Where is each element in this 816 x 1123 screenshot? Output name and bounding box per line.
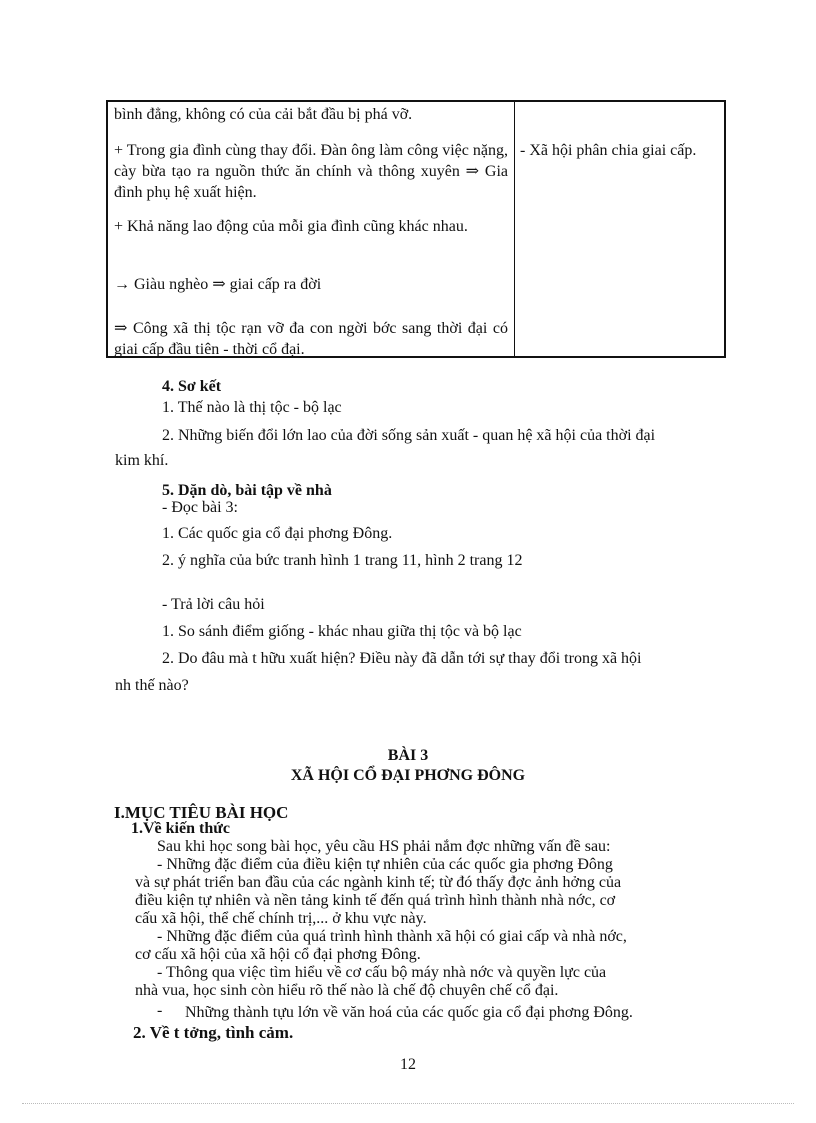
- objectives-knowledge-heading: 1.Về kiến thức: [131, 820, 230, 837]
- objectives-intro: Sau khi học song bài học, yêu cầu HS phải nắm đợc những vấn đề sau:: [157, 838, 611, 855]
- homework-read-1: 1. Các quốc gia cổ đại phơng Đông.: [162, 525, 393, 542]
- summary-item-2b: kim khí.: [115, 452, 169, 469]
- objectives-bullet-3a: - Thông qua việc tìm hiểu về cơ cấu bộ máy nhà nớc và quyền lực của: [157, 964, 607, 981]
- homework-heading: 5. Dặn dò, bài tập về nhà: [162, 482, 332, 499]
- footer-dotted-line: [22, 1103, 794, 1104]
- objectives-bullet-1b: và sự phát triển ban đầu của các ngành kinh tế; từ đó thấy đợc ảnh hởng của: [135, 874, 622, 891]
- homework-question-1: 1. So sánh điểm giống - khác nhau giữa thị tộc và bộ lạc: [162, 623, 522, 640]
- table-right-cell: - Xã hội phân chia giai cấp.: [520, 142, 697, 159]
- objectives-bullet-1a: - Những đặc điểm của điều kiện tự nhiên của các quốc gia phơng Đông: [157, 856, 613, 873]
- objectives-bullet-2b: cơ cấu xã hội của xã hội cổ đại phơng Đông.: [135, 946, 421, 963]
- homework-question-2a: 2. Do đâu mà t hữu xuất hiện? Điều này đã dẫn tới sự thay đổi trong xã hội: [162, 650, 642, 667]
- homework-question-2b: nh thế nào?: [115, 677, 189, 694]
- objectives-heading: I.MỤC TIÊU BÀI HỌC: [114, 803, 289, 822]
- summary-item-2a: 2. Những biến đổi lớn lao của đời sống sản xuất - quan hệ xã hội của thời đại: [162, 427, 656, 444]
- lesson-title: XÃ HỘI CỔ ĐẠI PHƠNG ĐÔNG: [290, 767, 526, 784]
- homework-read: - Đọc bài 3:: [162, 499, 238, 516]
- table-line-1: bình đẳng, không có của cải bắt đầu bị phá vỡ.: [114, 106, 413, 123]
- homework-read-2: 2. ý nghĩa của bức tranh hình 1 trang 11, hình 2 trang 12: [162, 552, 523, 569]
- page-number: 12: [400, 1056, 416, 1073]
- summary-item-1: 1. Thế nào là thị tộc - bộ lạc: [162, 399, 342, 416]
- objectives-bullet-2a: - Những đặc điểm của quá trình hình thành xã hội có giai cấp và nhà nớc,: [157, 928, 627, 945]
- objectives-bullet-4-dash: -: [157, 1002, 163, 1019]
- objectives-attitude-heading: 2. Về t tởng, tình cảm.: [133, 1023, 294, 1042]
- summary-heading: 4. Sơ kết: [162, 378, 222, 395]
- table-column-divider: [514, 102, 515, 356]
- objectives-bullet-4: Những thành tựu lớn về văn hoá của các quốc gia cổ đại phơng Đông.: [185, 1004, 633, 1021]
- content-table: [106, 100, 726, 358]
- table-para-5: ⇒ Công xã thị tộc rạn vỡ đa con ngời bớc sang thời đại có giai cấp đầu tiên - thời cổ đại.: [114, 320, 508, 358]
- objectives-bullet-1c: điều kiện tự nhiên và nền tảng kinh tế đến quá trình hình thành nhà nớc, cơ: [135, 892, 616, 909]
- homework-answer: - Trả lời câu hỏi: [162, 596, 265, 613]
- table-para-3: + Khả năng lao động của mỗi gia đình cũng khác nhau.: [114, 218, 468, 235]
- objectives-bullet-1d: cấu xã hội, thể chế chính trị,... ở khu vực này.: [135, 910, 427, 927]
- objectives-bullet-3b: nhà vua, học sinh còn hiểu rõ thế nào là chế độ chuyên chế cổ đại.: [135, 982, 559, 999]
- lesson-number: BÀI 3: [387, 747, 429, 764]
- table-para-4: → Giàu nghèo ⇒ giai cấp ra đời: [114, 276, 322, 293]
- table-para-2: + Trong gia đình cùng thay đổi. Đàn ông làm công việc nặng, cày bừa tạo ra nguồn thức ăn chính và thông xuyên ⇒ Gia đình phụ hệ xuất hiện.: [114, 142, 508, 201]
